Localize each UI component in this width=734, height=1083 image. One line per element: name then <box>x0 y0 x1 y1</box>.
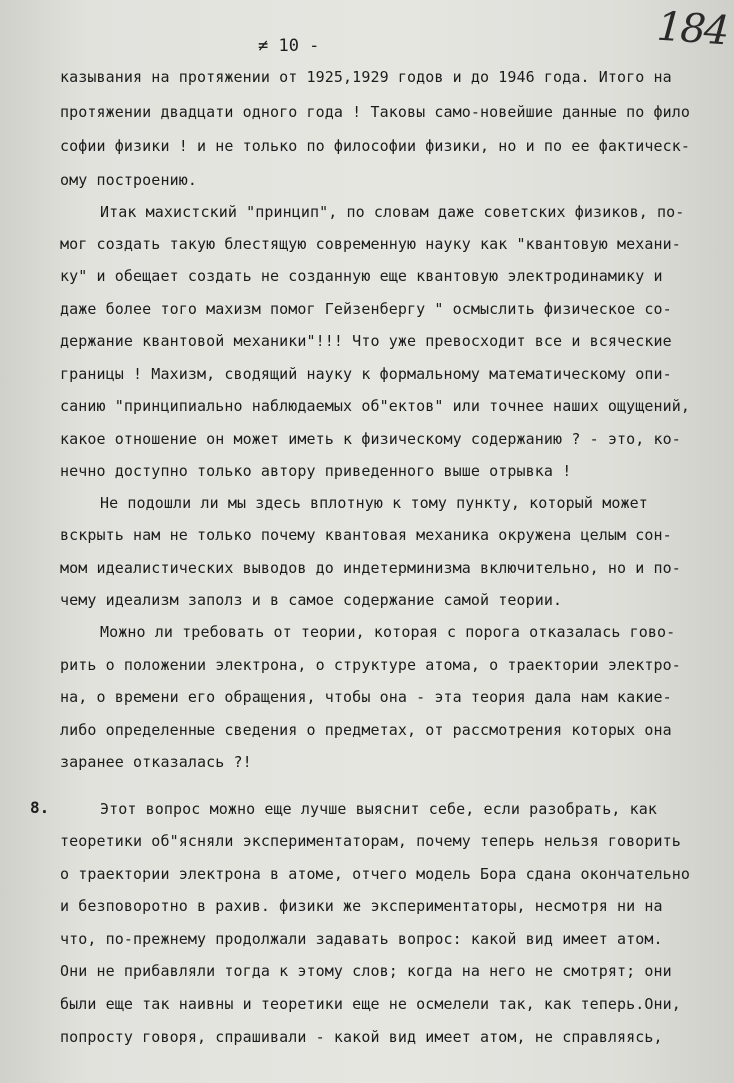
text-line: ку" и обещает создать не созданную еще квантовую электродинамику и <box>60 267 663 285</box>
text-line: санию "принципиально наблюдаемых об"ектов" или точнее наших ощущений, <box>60 397 691 415</box>
text-line: теоретики об"ясняли экспериментаторам, почему теперь нельзя говорить <box>60 832 681 850</box>
text-line: казывания на протяжении от 1925,1929 годов и до 1946 года. Итого на <box>60 68 672 86</box>
text-line: Не подошли ли мы здесь вплотную к тому пункту, который может <box>100 494 648 512</box>
text-line: Итак махистский "принцип", по словам даже советских физиков, по- <box>100 203 685 221</box>
text-line: ому построению. <box>60 171 197 189</box>
text-line: заранее отказалась ?! <box>60 753 252 771</box>
text-line: чему идеализм заполз и в самое содержание самой теории. <box>60 591 563 609</box>
text-line: рить о положении электрона, о структуре атома, о траектории электро- <box>60 656 681 674</box>
text-line: попросту говоря, спрашивали - какой вид имеет атом, не справляясь, <box>60 1028 663 1046</box>
archive-number-handwritten: 184 <box>655 3 729 55</box>
text-line: вскрыть нам не только почему квантовая механика окружена целым сон- <box>60 526 672 544</box>
text-line: мом идеалистических выводов до индетерминизма включительно, но и по- <box>60 559 681 577</box>
text-line: держание квантовой механики"!!! Что уже превосходит все и всяческие <box>60 332 672 350</box>
text-line: на, о времени его обращения, чтобы она - эта теория дала нам какие- <box>60 688 672 706</box>
text-line: какое отношение он может иметь к физическому содержанию ? - это, ко- <box>60 430 681 448</box>
text-line: Можно ли требовать от теории, которая с порога отказалась гово- <box>100 623 676 641</box>
text-line: о траектории электрона в атоме, отчего модель Бора сдана окончательно <box>60 865 691 883</box>
text-line: нечно доступно только автору приведенного выше отрывка ! <box>60 462 572 480</box>
text-line: и безповоротно в рахив. физики же экспериментаторы, несмотря ни на <box>60 897 663 915</box>
text-line: протяжении двадцати одного года ! Таковы само-новейшие данные по фило <box>60 103 691 121</box>
text-line: софии физики ! и не только по философии физики, но и по ее фактическ- <box>60 137 691 155</box>
page-number: ≠ 10 - <box>258 36 320 56</box>
text-line: были еще так наивны и теоретики еще не осмелели так, как теперь.Они, <box>60 995 681 1013</box>
text-line: Они не прибавляли тогда к этому слов; когда на него не смотрят; они <box>60 962 672 980</box>
text-line: что, по-прежнему продолжали задавать вопрос: какой вид имеет атом. <box>60 930 663 948</box>
text-line: мог создать такую блестящую современную науку как "квантовую механи- <box>60 235 681 253</box>
text-line: Этот вопрос можно еще лучше выяснит себе, если разобрать, как <box>100 800 657 818</box>
text-line: границы ! Махизм, сводящий науку к формальному математическому опи- <box>60 365 672 383</box>
text-line: либо определенные сведения о предметах, от рассмотрения которых она <box>60 721 672 739</box>
section-marker: 8. <box>30 798 50 817</box>
text-line: даже более того махизм помог Гейзенбергу " осмыслить физическое со- <box>60 300 672 318</box>
